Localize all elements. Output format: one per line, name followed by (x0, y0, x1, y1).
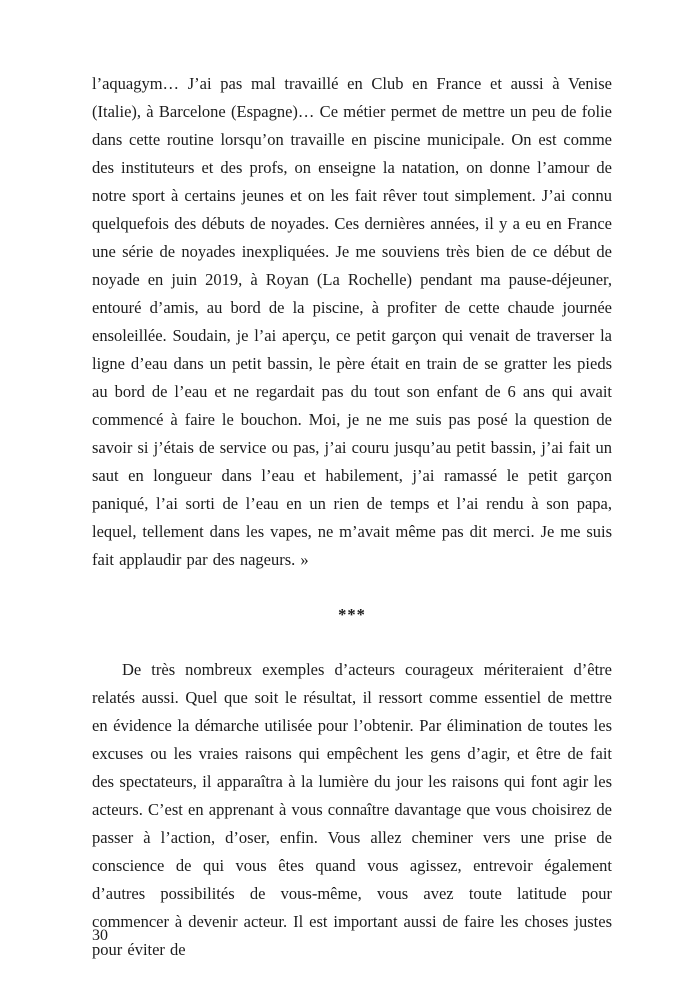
page-number: 30 (92, 927, 108, 944)
paragraph-body: De très nombreux exemples d’acteurs courageux mériteraient d’être relatés aussi. Quel que soit le résultat, il ressort comme essentiel de mettre en évidence la démarche utilisée pour l’obtenir. Par élimination de toutes les excuses ou les vraies raisons qui empêchent les gens d’agir, et être de fait des spectateurs, il apparaîtra à la lumière du jour les raisons qui font agir les acteurs. C’est en apprenant à vous connaître davantage que vous choisirez de passer à l’action, d’oser, enfin. Vous allez cheminer vers une prise de conscience de qui vous êtes quand vous agissez, entrevoir également d’autres possibilités de vous-même, vous avez toute latitude pour commencer à devenir acteur. Il est important aussi de faire les choses justes pour éviter de (92, 660, 612, 959)
paragraph-quote: l’aquagym… J’ai pas mal travaillé en Club en France et aussi à Venise (Italie), à Barcelone (Espagne)… Ce métier permet de mettre un peu de folie dans cette routine lorsqu’on travaille en piscine municipale. On est comme des instituteurs et des profs, on enseigne la natation, on donne l’amour de notre sport à certains jeunes et on les fait rêver tout simplement. J’ai connu quelquefois des débuts de noyades. Ces dernières années, il y a eu en France une série de noyades inexpliquées. Je me souviens très bien de ce début de noyade en juin 2019, à Royan (La Rochelle) pendant ma pause-déjeuner, entouré d’amis, au bord de la piscine, à profiter de cette chaude journée ensoleillée. Soudain, je l’ai aperçu, ce petit garçon qui venait de traverser la ligne d’eau dans un petit bassin, le père était en train de se gratter les pieds au bord de l’eau et ne regardait pas du tout son enfant de 6 ans qui avait commencé à faire le bouchon. Moi, je ne me suis pas posé la question de savoir si j’étais de service ou pas, j’ai couru jusqu’au petit bassin, j’ai fait un saut en longueur dans l’eau et habilement, j’ai ramassé le petit garçon paniqué, l’ai sorti de l’eau en un rien de temps et l’ai rendu à son papa, lequel, tellement dans les vapes, ne m’avait même pas dit merci. Je me suis fait applaudir par des nageurs. » (92, 74, 612, 569)
text-block (92, 70, 612, 964)
section-separator: *** (338, 605, 366, 624)
